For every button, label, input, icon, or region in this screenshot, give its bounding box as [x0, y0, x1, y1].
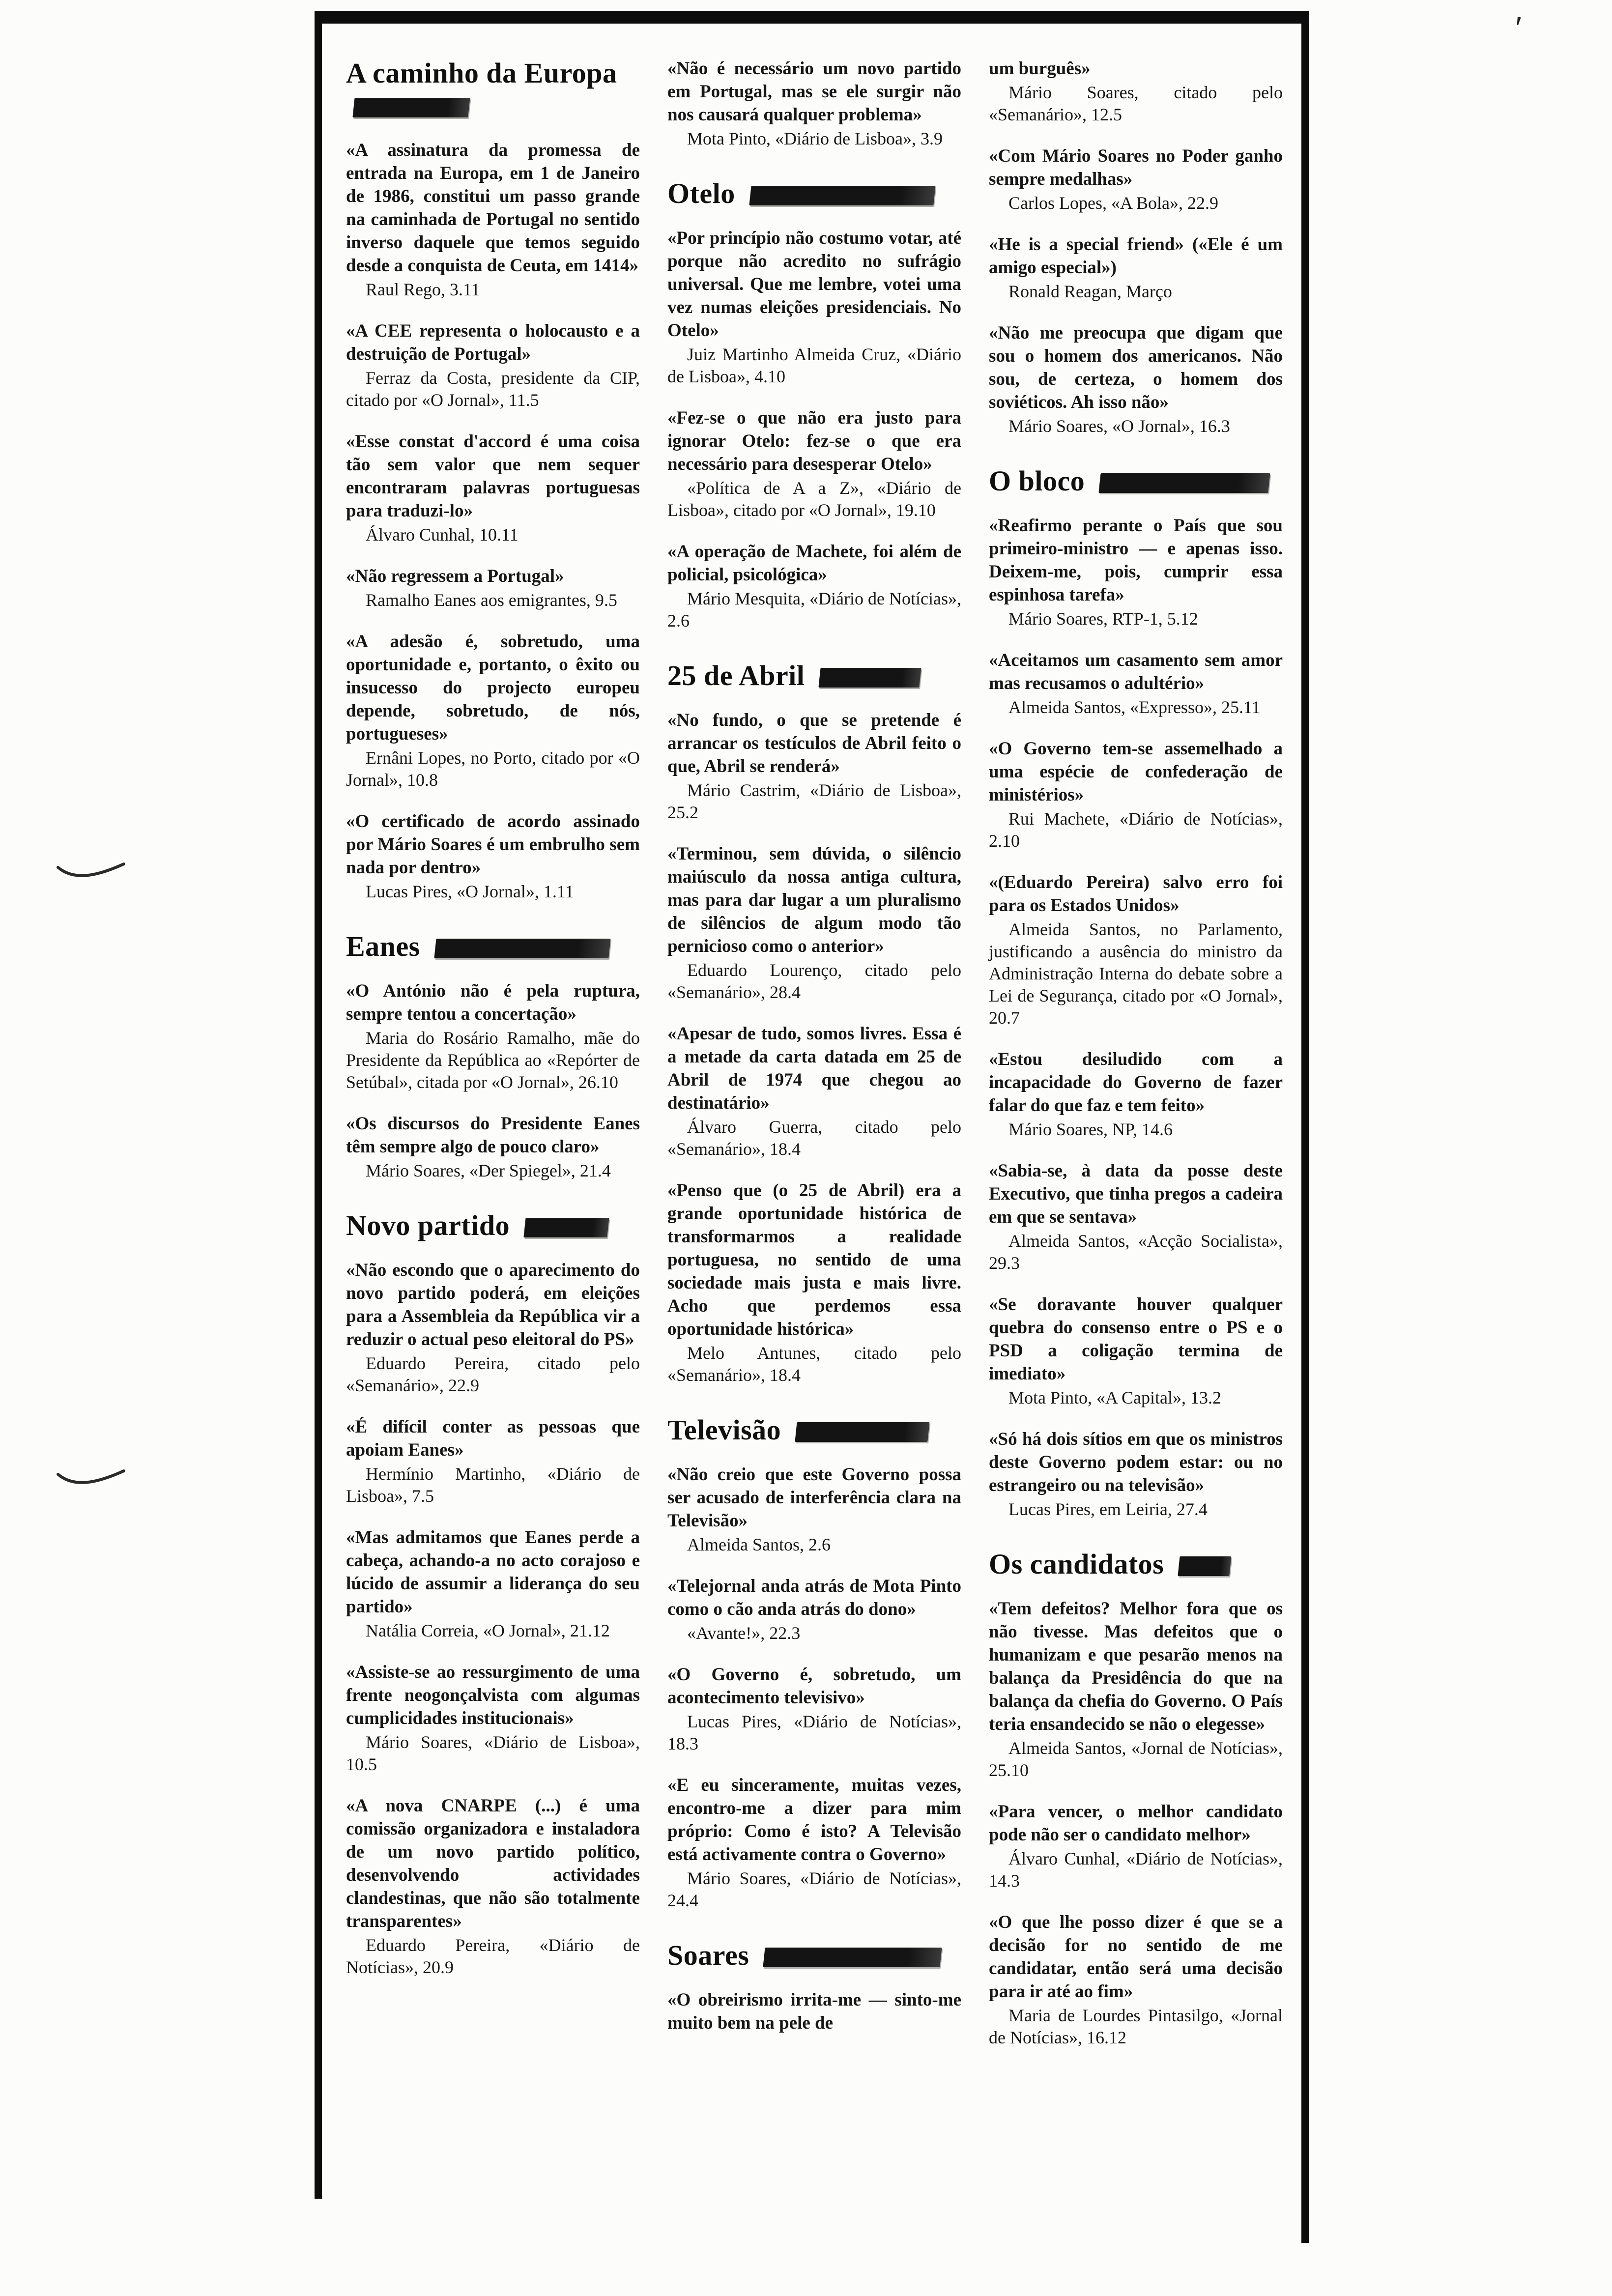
quote-attribution: Álvaro Guerra, citado pelo «Semanário», 18.4: [667, 1117, 961, 1159]
column-1: [346, 57, 640, 2067]
quote-block: [667, 1463, 961, 1556]
quote-text: «É difícil conter as pessoas que apoiam Eanes»: [346, 1417, 640, 1460]
section-heading-25-abril: [667, 660, 961, 692]
scan-frame-right-rule: [1301, 11, 1309, 2243]
quote-attribution: Ramalho Eanes aos emigrantes, 9.5: [366, 590, 617, 610]
quote-block: [667, 406, 961, 521]
section-title: Eanes: [346, 930, 420, 962]
quote-attribution: Álvaro Cunhal, 10.11: [366, 525, 518, 545]
section-heading-os-candidatos: [989, 1548, 1283, 1580]
quote-text: «Penso que (o 25 de Abril) era a grande oportunidade histórica de transformarmos a realidade portuguesa, no sentido de uma sociedade mais justa e mais livre. Acho que perdemos essa oportunidade histórica»: [667, 1180, 961, 1339]
quote-attribution: Ronald Reagan, Março: [1008, 282, 1172, 301]
quote-attribution: Almeida Santos, «Acção Socialista», 29.3: [989, 1231, 1283, 1273]
quote-attribution: Lucas Pires, «O Jornal», 1.11: [366, 882, 574, 901]
quote-block: [989, 321, 1283, 437]
section-title: Novo partido: [346, 1209, 510, 1241]
quote-text: «Fez-se o que não era justo para ignorar Otelo: fez-se o que era necessário para desesperar Otelo»: [667, 408, 961, 474]
quote-attribution: Maria de Lourdes Pintasilgo, «Jornal de Notícias», 16.12: [989, 2006, 1283, 2047]
quote-block: [667, 1663, 961, 1755]
quote-block: [346, 810, 640, 903]
quote-attribution: Ferraz da Costa, presidente da CIP, citado por «O Jornal», 11.5: [346, 368, 640, 410]
quote-text: «Não creio que este Governo possa ser acusado de interferência clara na Televisão»: [667, 1464, 961, 1531]
quote-text: «A assinatura da promessa de entrada na Europa, em 1 de Janeiro de 1986, constitui um passo grande na caminhada de Portugal no sentido inverso daquele que temos seguido desde a conquista de Ceuta, em 1414»: [346, 140, 640, 276]
quote-text: «Os discursos do Presidente Eanes têm sempre algo de pouco claro»: [346, 1114, 640, 1157]
quote-block: [989, 144, 1283, 214]
quote-attribution: Eduardo Lourenço, citado pelo «Semanário», 28.4: [667, 960, 961, 1002]
quote-text: «Se doravante houver qualquer quebra do consenso entre o PS e o PSD a coligação termina de imediato»: [989, 1294, 1283, 1384]
quote-attribution: Almeida Santos, «Expresso», 25.11: [1008, 697, 1261, 717]
quote-attribution: Mário Soares, «Diário de Notícias», 24.4: [667, 1868, 961, 1910]
quote-attribution: Almeida Santos, 2.6: [687, 1535, 831, 1554]
quote-attribution: Mário Soares, citado pelo «Semanário», 12.5: [989, 83, 1283, 124]
quote-text: «A adesão é, sobretudo, uma oportunidade e, portanto, o êxito ou insucesso do projecto europeu depende, sobretudo, de nós, portugueses»: [346, 631, 640, 744]
quote-attribution: Ernâni Lopes, no Porto, citado por «O Jornal», 10.8: [346, 748, 640, 790]
heading-smudge-bar: [1099, 473, 1270, 493]
quote-block: [667, 1988, 961, 2035]
quote-attribution: Mário Soares, «Der Spiegel», 21.4: [366, 1161, 611, 1180]
quote-text: um burguês»: [989, 58, 1091, 79]
section-heading-eanes: [346, 930, 640, 963]
quote-text: «Terminou, sem dúvida, o silêncio maiúsculo da nossa antiga cultura, mas para dar lugar a um pluralismo de silêncios de algum modo tão pernicioso como o anterior»: [667, 844, 961, 956]
quote-block: [667, 1022, 961, 1160]
quote-block: [346, 139, 640, 301]
quote-attribution: Lucas Pires, «Diário de Notícias», 18.3: [667, 1712, 961, 1753]
quote-block-continuation: [989, 57, 1283, 126]
quote-block: [989, 737, 1283, 852]
quote-block: [667, 842, 961, 1004]
quote-text: «Não regressem a Portugal»: [346, 566, 564, 586]
heading-smudge-bar: [795, 1422, 930, 1442]
quote-block: [667, 1179, 961, 1386]
quote-attribution: Eduardo Pereira, «Diário de Notícias», 20.9: [346, 1935, 640, 1977]
quote-block: [989, 233, 1283, 303]
quote-attribution: Mário Soares, RTP-1, 5.12: [1008, 609, 1198, 629]
section-heading-televisao: [667, 1414, 961, 1446]
quote-text: «Mas admitamos que Eanes perde a cabeça, achando-a no acto corajoso e lúcido de assumir a liderança do seu partido»: [346, 1527, 640, 1617]
quote-block: [989, 1597, 1283, 1781]
quote-block: [989, 1911, 1283, 2049]
quote-block: [346, 1112, 640, 1182]
quote-text: «Não me preocupa que digam que sou o homem dos americanos. Não sou, de certeza, o homem dos soviéticos. Ah isso não»: [989, 323, 1283, 412]
quote-block: [989, 514, 1283, 630]
quote-text: «A nova CNARPE (...) é uma comissão organizadora e instaladora de um novo partido político, desenvolvendo actividades clandestinas, que não são totalmente transparentes»: [346, 1796, 640, 1931]
heading-smudge-bar: [523, 1218, 609, 1237]
quote-block: [989, 1159, 1283, 1274]
quote-text: «O certificado de acordo assinado por Mário Soares é um embrulho sem nada por dentro»: [346, 811, 640, 878]
section-heading-europa: [346, 57, 640, 122]
quote-attribution: Mário Castrim, «Diário de Lisboa», 25.2: [667, 780, 961, 822]
quote-text: «Estou desiludido com a incapacidade do Governo de fazer falar do que faz e tem feito»: [989, 1049, 1283, 1116]
quote-block: [667, 57, 961, 150]
quote-block: [989, 1800, 1283, 1892]
quote-block: [346, 1794, 640, 1979]
heading-smudge-bar: [749, 186, 935, 205]
heading-smudge-bar: [352, 98, 470, 117]
section-heading-otelo: [667, 177, 961, 210]
section-title: Soares: [667, 1939, 749, 1971]
quote-block: [346, 1259, 640, 1397]
quote-text: «He is a special friend» («Ele é um amigo especial»): [989, 234, 1283, 278]
quote-attribution: Mário Soares, «O Jornal», 16.3: [1008, 416, 1230, 436]
quote-block: [346, 565, 640, 611]
quote-text: «Assiste-se ao ressurgimento de uma frente neogonçalvista com algumas cumplicidades institucionais»: [346, 1662, 640, 1728]
handwritten-margin-mark: [54, 1462, 128, 1492]
quote-attribution: Carlos Lopes, «A Bola», 22.9: [1008, 193, 1218, 213]
quote-text: «Reafirmo perante o País que sou primeiro-ministro — e apenas isso. Deixem-me, pois, cumprir essa espinhosa tarefa»: [989, 516, 1283, 605]
section-title: Otelo: [667, 177, 735, 209]
quote-text: «O que lhe posso dizer é que se a decisão for no sentido de me candidatar, então será uma decisão para ir até ao fim»: [989, 1912, 1283, 2002]
column-3: [989, 57, 1283, 2067]
scan-frame-left-rule: [315, 11, 322, 2199]
quote-block: [346, 630, 640, 791]
quote-attribution: Álvaro Cunhal, «Diário de Notícias», 14.3: [989, 1849, 1283, 1891]
quote-text: «O obreirismo irrita-me — sinto-me muito bem na pele de: [667, 1990, 961, 2033]
quote-block: [989, 871, 1283, 1029]
column-2: [667, 57, 961, 2067]
heading-smudge-bar: [763, 1948, 942, 1967]
section-title: O bloco: [989, 465, 1085, 497]
quote-attribution: «Política de A a Z», «Diário de Lisboa», citado por «O Jornal», 19.10: [667, 478, 961, 520]
heading-smudge-bar: [1178, 1556, 1232, 1576]
quote-attribution: Maria do Rosário Ramalho, mãe do Presidente da República ao «Repórter de Setúbal», citada por «O Jornal», 26.10: [346, 1028, 640, 1092]
scan-artifact-tick: ': [1510, 9, 1524, 48]
quote-attribution: Mário Soares, NP, 14.6: [1008, 1119, 1173, 1139]
quote-block: [346, 1661, 640, 1776]
heading-smudge-bar: [819, 668, 921, 688]
quote-text: «Esse constat d'accord é uma coisa tão sem valor que nem sequer encontraram palavras portuguesas para traduzi-lo»: [346, 431, 640, 521]
quote-block: [346, 430, 640, 546]
quote-text: «Por princípio não costumo votar, até porque não acredito no sufrágio universal. Que me lembre, votei uma vez numas eleições presidenciais. No Otelo»: [667, 228, 961, 341]
section-title: A caminho da Europa: [346, 57, 617, 89]
quote-attribution: Raul Rego, 3.11: [366, 280, 480, 299]
quote-text: «O António não é pela ruptura, sempre tentou a concertação»: [346, 981, 640, 1024]
quote-text: «Não é necessário um novo partido em Portugal, mas se ele surgir não nos causará qualquer problema»: [667, 58, 961, 125]
quote-text: «A operação de Machete, foi além de policial, psicológica»: [667, 542, 961, 585]
heading-smudge-bar: [434, 939, 610, 958]
quote-attribution: Eduardo Pereira, citado pelo «Semanário», 22.9: [346, 1353, 640, 1395]
quote-text: «Telejornal anda atrás de Mota Pinto como o cão anda atrás do dono»: [667, 1576, 961, 1619]
quote-text: «Sabia-se, à data da posse deste Executivo, que tinha pregos a cadeira em que se sentava»: [989, 1161, 1283, 1227]
quote-block: [989, 1293, 1283, 1409]
quote-block: [346, 319, 640, 411]
quote-block: [667, 540, 961, 632]
quote-attribution: Juiz Martinho Almeida Cruz, «Diário de Lisboa», 4.10: [667, 344, 961, 386]
quote-attribution: Hermínio Martinho, «Diário de Lisboa», 7.5: [346, 1464, 640, 1506]
quote-block: [989, 649, 1283, 718]
quote-attribution: Mário Soares, «Diário de Lisboa», 10.5: [346, 1732, 640, 1774]
quote-text: «Para vencer, o melhor candidato pode não ser o candidato melhor»: [989, 1802, 1283, 1845]
quote-block: [346, 979, 640, 1093]
quote-block: [667, 1575, 961, 1644]
quote-block: [667, 227, 961, 388]
quote-attribution: Mota Pinto, «Diário de Lisboa», 3.9: [687, 129, 943, 148]
quote-attribution: Mota Pinto, «A Capital», 13.2: [1008, 1388, 1222, 1407]
quote-text: «(Eduardo Pereira) salvo erro foi para os Estados Unidos»: [989, 872, 1283, 916]
quote-text: «E eu sinceramente, muitas vezes, encontro-me a dizer para mim próprio: Como é isto? A Televisão está activamente contra o Governo»: [667, 1775, 961, 1865]
quote-block: [667, 1774, 961, 1912]
quote-attribution: Mário Mesquita, «Diário de Notícias», 2.6: [667, 589, 961, 631]
quote-block: [989, 1428, 1283, 1521]
quote-text: «Só há dois sítios em que os ministros deste Governo podem estar: ou no estrangeiro ou na televisão»: [989, 1429, 1283, 1495]
article-content: [346, 57, 1285, 2067]
section-title: 25 de Abril: [667, 660, 805, 691]
quote-block: [346, 1415, 640, 1507]
quote-attribution: Almeida Santos, «Jornal de Notícias», 25.10: [989, 1738, 1283, 1780]
section-heading-novo-partido: [346, 1209, 640, 1242]
quote-attribution: Natália Correia, «O Jornal», 21.12: [366, 1621, 610, 1640]
quote-text: «Não escondo que o aparecimento do novo partido poderá, em eleições para a Assembleia da República vir a reduzir o actual peso eleitoral do PS»: [346, 1260, 640, 1349]
scan-frame-top-rule: [315, 11, 1309, 24]
quote-text: «Apesar de tudo, somos livres. Essa é a metade da carta datada em 25 de Abril de 1974 que chegou ao destinatário»: [667, 1024, 961, 1113]
quote-attribution: «Avante!», 22.3: [687, 1623, 801, 1643]
quote-block: [346, 1526, 640, 1642]
quote-attribution: Melo Antunes, citado pelo «Semanário», 18.4: [667, 1343, 961, 1385]
quote-attribution: Rui Machete, «Diário de Notícias», 2.10: [989, 809, 1283, 851]
quote-text: «Tem defeitos? Melhor fora que os não tivesse. Mas defeitos que o humanizam e que pesarão menos na balança da Presidência do que na balança da chefia do Governo. O País teria ensandecido se não o elegesse»: [989, 1599, 1283, 1734]
section-title: Televisão: [667, 1414, 781, 1446]
handwritten-margin-mark: [54, 855, 128, 885]
quote-text: «No fundo, o que se pretende é arrancar os testículos de Abril feito o que, Abril se renderá»: [667, 710, 961, 776]
quote-text: «A CEE representa o holocausto e a destruição de Portugal»: [346, 321, 640, 364]
quote-text: «O Governo tem-se assemelhado a uma espécie de confederação de ministérios»: [989, 739, 1283, 805]
quote-block: [667, 709, 961, 824]
quote-text: «Aceitamos um casamento sem amor mas recusamos o adultério»: [989, 650, 1283, 693]
section-heading-soares: [667, 1939, 961, 1972]
quote-attribution: Almeida Santos, no Parlamento, justificando a ausência do ministro da Administração Interna do debate sobre a Lei de Segurança, citado por «O Jornal», 20.7: [989, 919, 1283, 1028]
quote-text: «O Governo é, sobretudo, um acontecimento televisivo»: [667, 1665, 961, 1708]
section-title: Os candidatos: [989, 1548, 1164, 1580]
quote-block: [989, 1048, 1283, 1141]
quote-text: «Com Mário Soares no Poder ganho sempre medalhas»: [989, 146, 1283, 189]
quote-attribution: Lucas Pires, em Leiria, 27.4: [1008, 1499, 1208, 1519]
section-heading-o-bloco: [989, 465, 1283, 497]
